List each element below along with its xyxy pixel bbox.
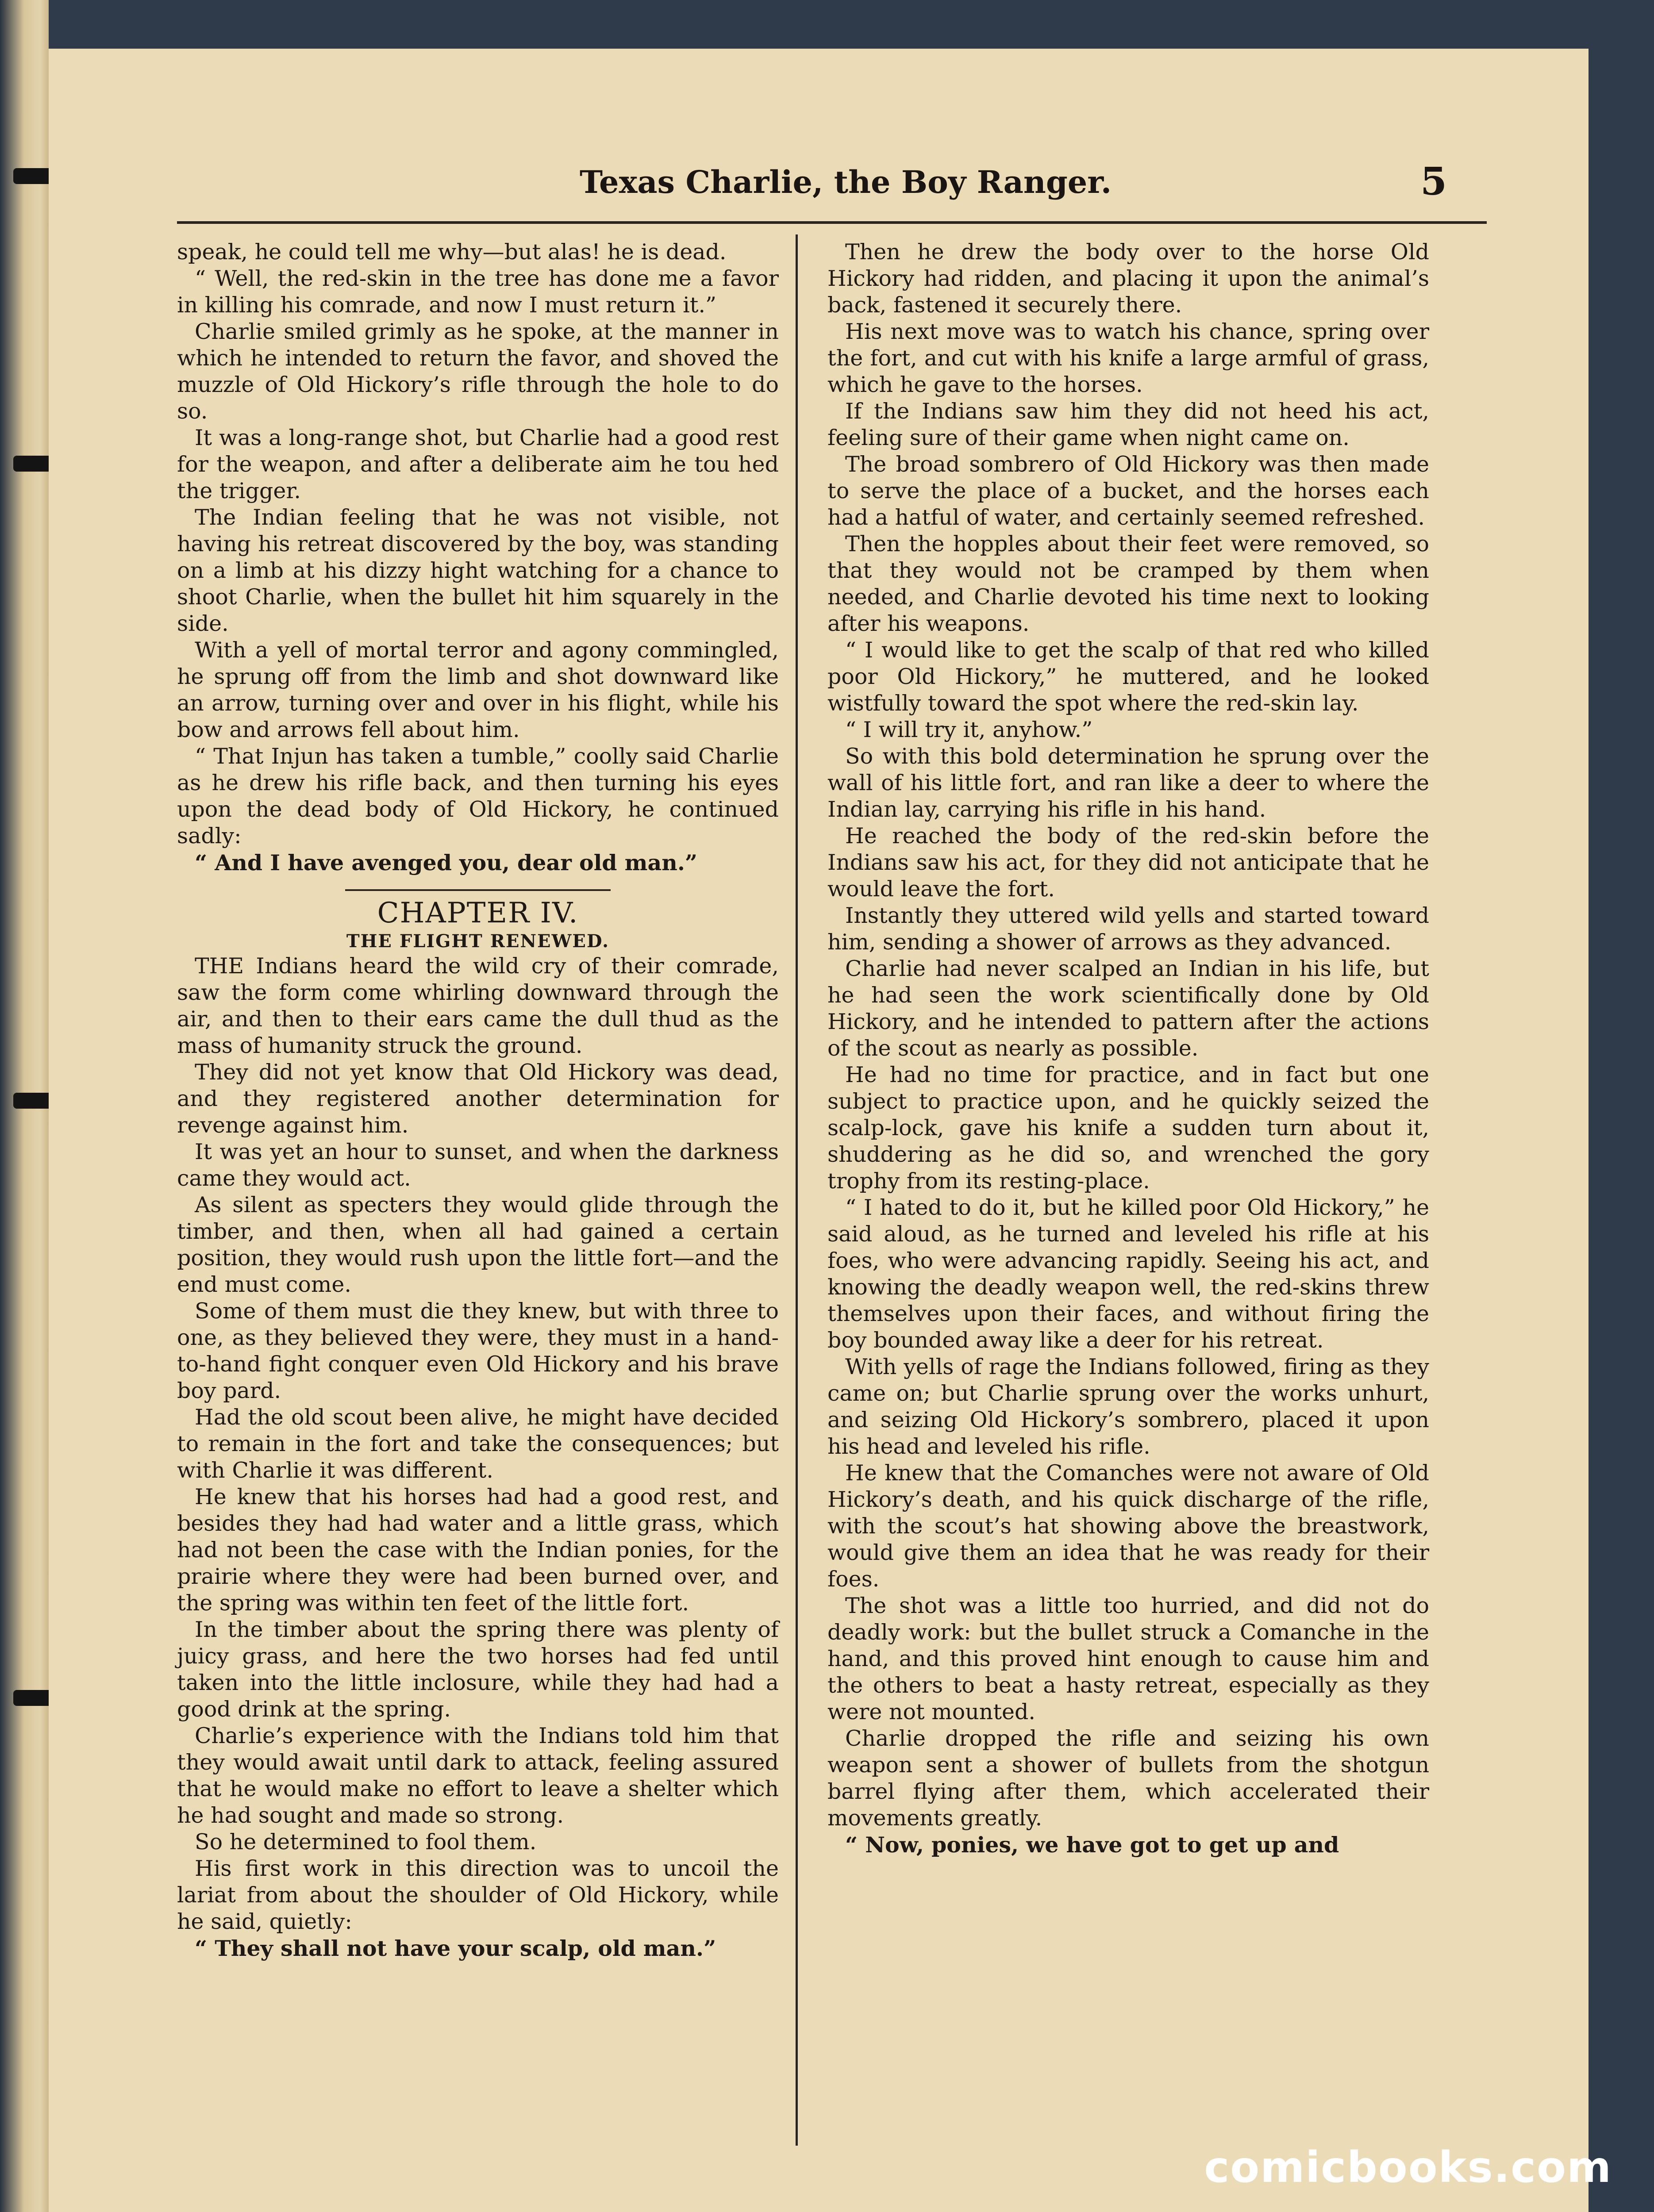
paragraph: Then he drew the body over to the horse Old Hickory had ridden, and placing it upon the animal’s back, fastened it securely there. [827,239,1429,318]
paragraph: His next move was to watch his chance, spring over the fort, and cut with his knife a large armful of grass, which he gave to the horses. [827,319,1429,397]
page-number: 5 [1420,159,1447,204]
paragraph: Instantly they uttered wild yells and started toward him, sending a shower of arrows as they advanced. [827,903,1429,955]
book-spine [0,0,49,2212]
chapter-subtitle: THE FLIGHT RENEWED. [346,931,610,952]
paragraph: So he determined to fool them. [195,1829,537,1855]
paragraph: “ They shall not have your scalp, old man.” [195,1936,716,1961]
paragraph: Charlie had never scalped an Indian in his life, but he had seen the work scientifically done by Old Hickory, and he intended to pattern after the actions of the scout as nearly as possible. [827,956,1429,1061]
chapter-title: CHAPTER IV. [377,897,579,929]
running-title: Texas Charlie, the Boy Ranger. [580,164,1112,200]
paragraph: “ I hated to do it, but he killed poor Old Hickory,” he said aloud, as he turned and leveled his rifle at his foes, who were advancing rapidly. Seeing his act, and knowing the deadly weapon well, the red-skins threw themselves upon their faces, and without firing the boy bounded away like a deer for his retreat. [827,1195,1429,1353]
paragraph: “ Now, ponies, we have got to get up and [845,1832,1339,1858]
paragraph: Charlie dropped the rifle and seizing his own weapon sent a shower of bullets from the shotgun barrel flying after them, which accelerated their movements greatly. [827,1726,1429,1831]
paragraph: The broad sombrero of Old Hickory was then made to serve the place of a bucket, and the horses each had a hatful of water, and certainly seemed refreshed. [827,452,1429,530]
chapter-heading [177,889,779,953]
paragraph: So with this bold determination he sprung over the wall of his little fort, and ran like a deer to where the Indian lay, carrying his rifle in his hand. [827,744,1429,822]
paragraph: He knew that the Comanches were not aware of Old Hickory’s death, and his quick discharge of the rifle, with the scout’s hat showing above the breastwork, would give them an idea that he was ready for their foes. [827,1460,1429,1592]
paragraph: Charlie smiled grimly as he spoke, at the manner in which he intended to return the favor, and shoved the muzzle of Old Hickory’s rifle through the hole to do so. [177,319,779,424]
paragraph: It was a long-range shot, but Charlie had a good rest for the weapon, and after a deliberate aim he tou hed the trigger. [177,425,779,503]
header-rule [177,221,1487,224]
chapter-rule [345,889,611,891]
paragraph: His first work in this direction was to uncoil the lariat from about the shoulder of Old Hickory, while he said, quietly: [177,1856,779,1934]
paragraph: Then the hopples about their feet were removed, so that they would not be cramped by them when needed, and Charlie devoted his time next to looking after his weapons. [827,531,1429,636]
site-watermark: comicbooks.com [1204,2143,1612,2192]
column-divider [796,234,798,2146]
book-page [49,49,1589,2212]
paragraph: It was yet an hour to sunset, and when the darkness came they would act. [177,1139,779,1191]
paragraph: As silent as specters they would glide through the timber, and then, when all had gained a certain position, they would rush upon the little fort—and the end must come. [177,1192,779,1297]
right-column [827,239,1429,1858]
paragraph: Some of them must die they knew, but with three to one, as they believed they were, they must in a hand-to-hand fight conquer even Old Hickory and his brave boy pard. [177,1298,779,1403]
paragraph: “ I will try it, anyhow.” [845,717,1093,742]
paragraph: “ I would like to get the scalp of that red who killed poor Old Hickory,” he muttered, and he looked wistfully toward the spot where the red-skin lay. [827,637,1429,716]
paragraph: In the timber about the spring there was plenty of juicy grass, and here the two horses had fed until taken into the little inclosure, while they had had a good drink at the spring. [177,1617,779,1722]
paragraph: Had the old scout been alive, he might have decided to remain in the fort and take the consequences; but with Charlie it was different. [177,1405,779,1483]
paragraph: Charlie’s experience with the Indians told him that they would await until dark to attack, feeling assured that he would make no effort to leave a shelter which he had sought and made so strong. [177,1723,779,1828]
paragraph: With a yell of mortal terror and agony commingled, he sprung off from the limb and shot downward like an arrow, turning over and over in his flight, while his bow and arrows fell about him. [177,637,779,742]
paragraph: He reached the body of the red-skin before the Indians saw his act, for they did not anticipate that he would leave the fort. [827,823,1429,902]
paragraph: speak, he could tell me why—but alas! he is dead. [177,239,727,265]
paragraph: With yells of rage the Indians followed, firing as they came on; but Charlie sprung over the works unhurt, and seizing Old Hickory’s sombrero, placed it upon his head and leveled his rifle. [827,1354,1429,1459]
paragraph: “ And I have avenged you, dear old man.” [195,850,698,876]
left-column [177,239,779,1962]
paragraph: He knew that his horses had had a good rest, and besides they had had water and a little grass, which had not been the case with the Indian ponies, for the prairie where they were had been burned over, and the spring was within ten feet of the little fort. [177,1484,779,1616]
paragraph: They did not yet know that Old Hickory was dead, and they registered another determination for revenge against him. [177,1060,779,1138]
paragraph: “ Well, the red-skin in the tree has done me a favor in killing his comrade, and now I must return it.” [177,266,779,318]
paragraph: He had no time for practice, and in fact but one subject to practice upon, and he quickly seized the scalp-lock, gave his knife a sudden turn about it, shuddering as he did so, and wrenched the gory trophy from its resting-place. [827,1062,1429,1194]
paragraph: The shot was a little too hurried, and did not do deadly work: but the bullet struck a Comanche in the hand, and this proved hint enough to cause him and the others to beat a hasty retreat, especially as they were not mounted. [827,1593,1429,1724]
page-header [137,159,1456,212]
paragraph: If the Indians saw him they did not heed his act, feeling sure of their game when night came on. [827,399,1429,450]
paragraph: The Indian feeling that he was not visible, not having his retreat discovered by the boy, was standing on a limb at his dizzy hight watching for a chance to shoot Charlie, when the bullet hit him squarely in the side. [177,505,779,636]
paragraph: “ That Injun has taken a tumble,” coolly said Charlie as he drew his rifle back, and then turning his eyes upon the dead body of Old Hickory, he continued sadly: [177,744,779,849]
paragraph: THE Indians heard the wild cry of their comrade, saw the form come whirling downward through the air, and then to their ears came the dull thud as the mass of humanity struck the ground. [177,953,779,1058]
